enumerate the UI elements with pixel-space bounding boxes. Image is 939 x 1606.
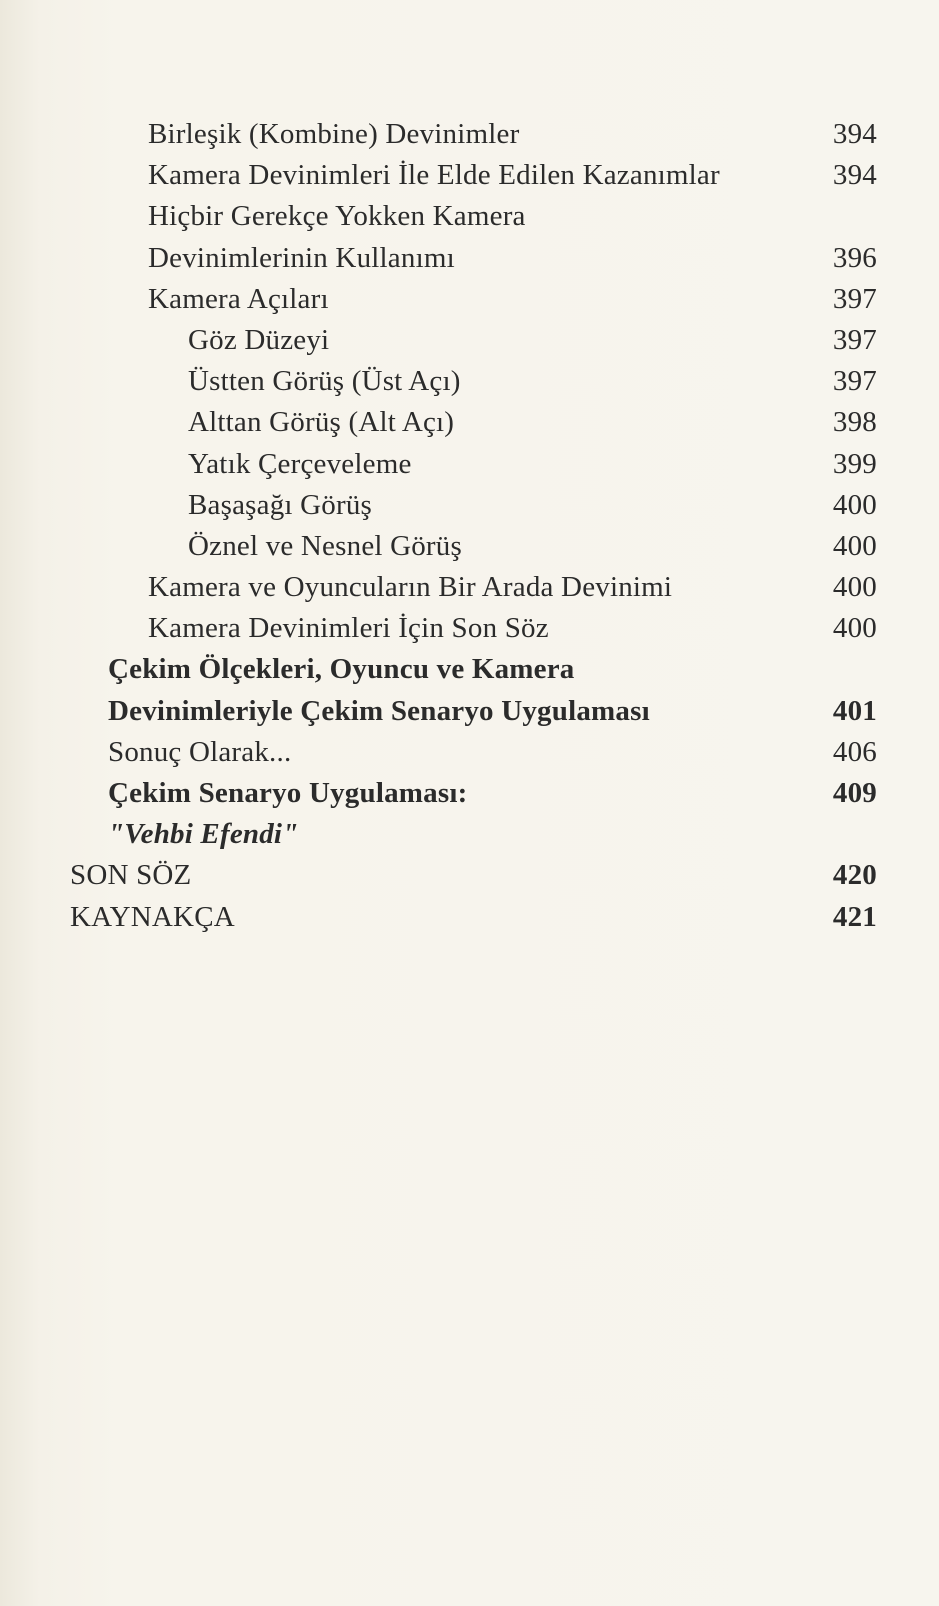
toc-entry	[0, 402, 939, 443]
toc-entry-page: 400	[832, 488, 877, 521]
toc-entry-title: KAYNAKÇA	[70, 900, 235, 933]
toc-entry	[0, 691, 939, 732]
toc-entry	[0, 732, 939, 773]
toc-entry-title: "Vehbi Efendi"	[108, 818, 299, 851]
toc-entry-page: 400	[832, 529, 877, 562]
toc-entry	[0, 196, 939, 237]
toc-entry	[0, 238, 939, 279]
toc-entry-page: 394	[832, 118, 877, 150]
toc-entry	[0, 444, 939, 485]
toc-entry-title: Çekim Senaryo Uygulaması:	[108, 777, 468, 809]
toc-entry	[0, 773, 939, 814]
toc-entry-title: Başaşağı Görüş	[188, 488, 373, 521]
toc-entry-page: 399	[832, 447, 877, 480]
toc-entry-page: 400	[832, 571, 877, 604]
toc-entry-page: 409	[832, 777, 877, 809]
toc-entry-page: 401	[832, 694, 877, 727]
toc-entry-page: 420	[832, 859, 877, 892]
toc-entry-title: Kamera ve Oyuncuların Bir Arada Devinimi	[148, 571, 673, 604]
toc-entry	[0, 361, 939, 402]
toc-entry	[0, 526, 939, 567]
toc-entry-title: Kamera Açıları	[148, 282, 329, 315]
toc-entry-title: Hiçbir Gerekçe Yokken Kamera	[148, 200, 526, 233]
toc-entry-page: 400	[832, 612, 877, 645]
toc-entry-title: Devinimleriyle Çekim Senaryo Uygulaması	[108, 694, 650, 727]
toc-entry-title: Üstten Görüş (Üst Açı)	[188, 365, 461, 398]
toc-entry-title: SON SÖZ	[70, 859, 192, 892]
toc-entry	[0, 485, 939, 526]
toc-entry-page: 394	[832, 159, 877, 192]
toc-entry-title: Öznel ve Nesnel Görüş	[188, 529, 462, 562]
toc-entry	[0, 279, 939, 320]
toc-entry	[0, 897, 939, 938]
toc-entry-title: Kamera Devinimleri İçin Son Söz	[148, 612, 549, 645]
toc-entry-page: 398	[832, 406, 877, 439]
toc-entry	[0, 567, 939, 608]
toc-entry	[0, 649, 939, 690]
toc-entry	[0, 608, 939, 649]
table-of-contents	[0, 114, 939, 938]
toc-entry-title: Yatık Çerçeveleme	[188, 447, 412, 480]
toc-entry-page: 396	[832, 241, 877, 274]
toc-entry-title: Birleşik (Kombine) Devinimler	[148, 118, 520, 150]
toc-entry	[0, 114, 939, 155]
toc-entry-page: 397	[832, 365, 877, 398]
toc-entry	[0, 855, 939, 896]
toc-entry-title: Kamera Devinimleri İle Elde Edilen Kazanımlar	[148, 159, 720, 192]
toc-entry-title: Sonuç Olarak...	[108, 735, 292, 768]
toc-entry-page: 397	[832, 323, 877, 356]
toc-entry	[0, 155, 939, 196]
toc-entry-page: 421	[832, 900, 877, 933]
toc-entry-title: Göz Düzeyi	[188, 323, 330, 356]
toc-entry	[0, 814, 939, 855]
toc-entry-title: Devinimlerinin Kullanımı	[148, 241, 455, 274]
toc-entry-page: 397	[832, 282, 877, 315]
toc-entry-title: Alttan Görüş (Alt Açı)	[188, 406, 455, 439]
toc-entry	[0, 320, 939, 361]
toc-entry-title: Çekim Ölçekleri, Oyuncu ve Kamera	[108, 653, 575, 686]
toc-entry-page: 406	[832, 735, 877, 768]
